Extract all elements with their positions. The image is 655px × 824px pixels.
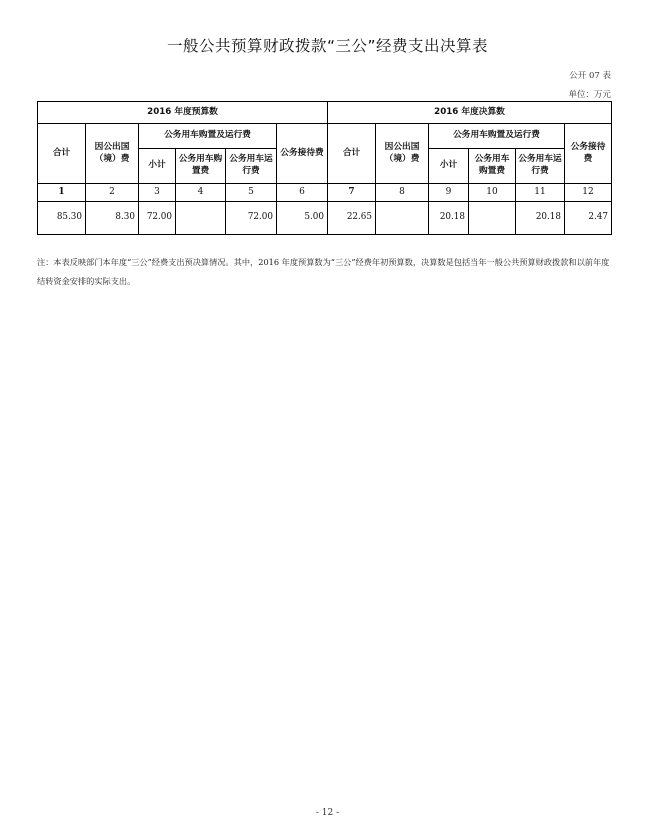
column-index-cell: 3 [139, 184, 176, 202]
budget-overseas-header: 因公出国（境）费 [86, 124, 139, 184]
final-vehicle-subtotal-value: 20.18 [429, 202, 469, 235]
column-index-cell: 4 [176, 184, 226, 202]
table-group-header-row [38, 102, 612, 124]
final-overseas-header: 因公出国（境）费 [376, 124, 429, 184]
final-vehicle-operation-header: 公务用车运行费 [516, 149, 565, 184]
budget-vehicle-subtotal-value: 72.00 [139, 202, 176, 235]
column-index-cell: 8 [376, 184, 429, 202]
table-header-row [38, 124, 612, 149]
budget-vehicle-purchase-header: 公务用车购置费 [176, 149, 226, 184]
budget-vehicle-operation-header: 公务用车运行费 [226, 149, 277, 184]
column-index-row [38, 184, 612, 202]
budget-vehicle-operation-value: 72.00 [226, 202, 277, 235]
column-index-cell: 6 [277, 184, 328, 202]
column-index-cell: 11 [516, 184, 565, 202]
form-code: 公开 07 表 [569, 71, 611, 81]
column-index-cell: 5 [226, 184, 277, 202]
column-index-cell: 10 [469, 184, 516, 202]
final-reception-value: 2.47 [565, 202, 612, 235]
final-subtotal-header: 小计 [429, 149, 469, 184]
final-vehicle-group-header: 公务用车购置及运行费 [429, 124, 565, 149]
unit-label: 单位：万元 [568, 90, 611, 100]
final-vehicle-purchase-value [469, 202, 516, 235]
budget-group-header: 2016 年度预算数 [38, 102, 328, 124]
column-index-cell: 1 [38, 184, 86, 202]
budget-overseas-value: 8.30 [86, 202, 139, 235]
table-note: 注：本表反映部门本年度“三公”经费支出预决算情况。其中，2016 年度预算数为“三公”经费年初预算数，决算数是包括当年一般公共预算财政拨款和以前年度结转资金安排的实际支出。 [37, 257, 610, 286]
budget-reception-header: 公务接待费 [277, 124, 328, 184]
final-total-header: 合计 [328, 124, 376, 184]
page-number: - 12 - [315, 808, 340, 818]
budget-vehicle-group-header: 公务用车购置及运行费 [139, 124, 277, 149]
column-index-cell: 9 [429, 184, 469, 202]
budget-total-header: 合计 [38, 124, 86, 184]
budget-subtotal-header: 小计 [139, 149, 176, 184]
budget-vehicle-purchase-value [176, 202, 226, 235]
table-row [38, 202, 612, 235]
page-title: 一般公共预算财政拨款“三公”经费支出决算表 [166, 37, 489, 55]
final-overseas-value [376, 202, 429, 235]
final-vehicle-operation-value: 20.18 [516, 202, 565, 235]
budget-reception-value: 5.00 [277, 202, 328, 235]
column-index-cell: 12 [565, 184, 612, 202]
final-group-header: 2016 年度决算数 [328, 102, 612, 124]
budget-total-value: 85.30 [38, 202, 86, 235]
final-vehicle-purchase-header: 公务用车购置费 [469, 149, 516, 184]
column-index-cell: 7 [328, 184, 376, 202]
final-total-value: 22.65 [328, 202, 376, 235]
final-reception-header: 公务接待费 [565, 124, 612, 184]
column-index-cell: 2 [86, 184, 139, 202]
three-public-expenditure-table [37, 101, 612, 235]
